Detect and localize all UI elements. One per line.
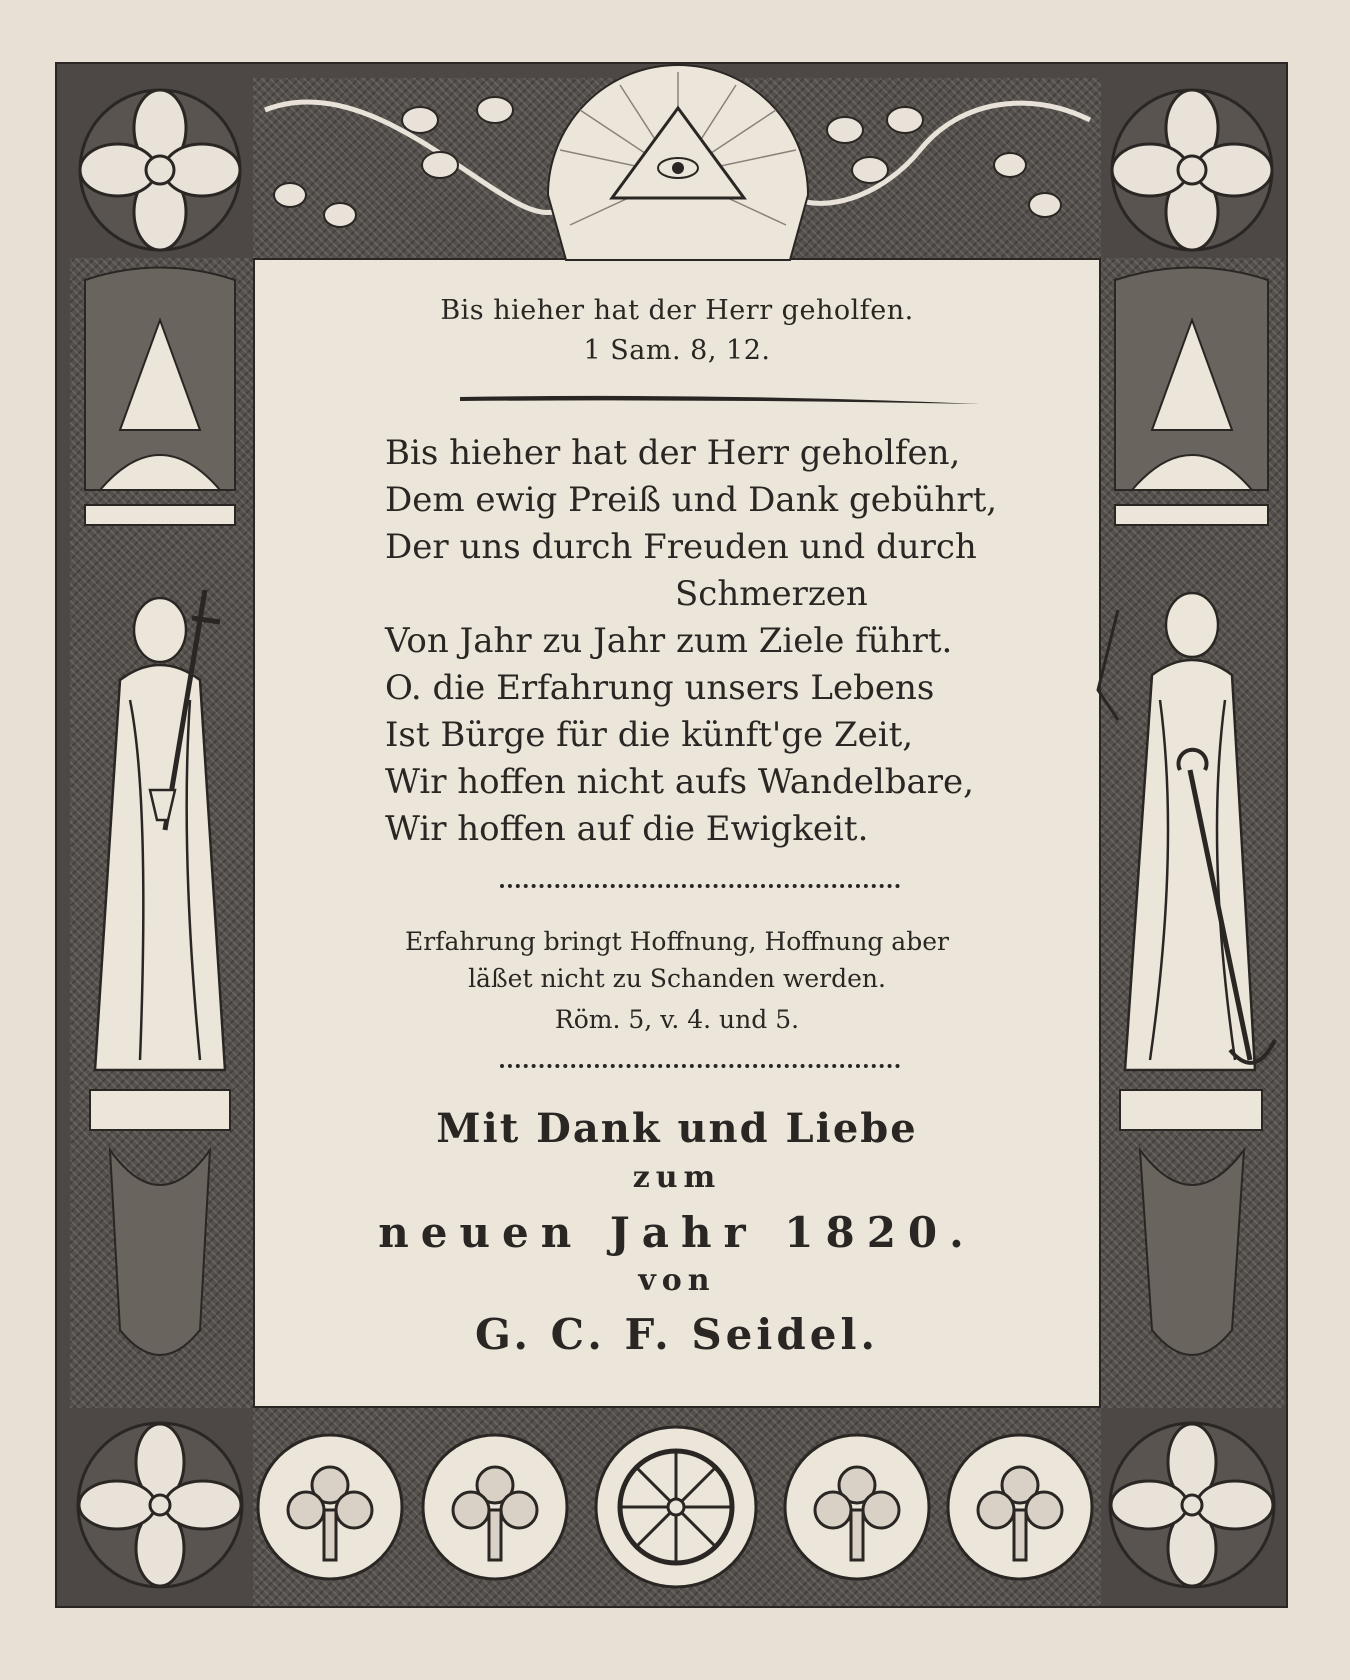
dotted-rule-divider <box>500 884 900 888</box>
poem-line: Wir hoffen nicht aufs Wandelbare, <box>385 762 974 802</box>
dedication-line: zum <box>632 1160 722 1195</box>
poem-line: Von Jahr zu Jahr zum Ziele führt. <box>385 621 953 661</box>
poem-line: Der uns durch Freuden und durch <box>385 527 977 567</box>
dedication-line: neuen Jahr 1820. <box>378 1208 976 1257</box>
dedication-line: von <box>638 1263 716 1298</box>
epigraph-reference: 1 Sam. 8, 12. <box>583 335 771 366</box>
poem-stanza <box>385 430 1035 853</box>
quote-reference: Röm. 5, v. 4. und 5. <box>554 1005 800 1034</box>
bottom-border-panel <box>253 1408 1101 1606</box>
poem-line: Wir hoffen auf die Ewigkeit. <box>385 809 869 849</box>
left-border-panel <box>70 258 253 1408</box>
poem-line: Dem ewig Preiß und Dank gebührt, <box>385 480 998 520</box>
quote-line: Erfahrung bringt Hoffnung, Hoffnung aber <box>405 927 949 956</box>
dedication-line: Mit Dank und Liebe <box>436 1105 918 1152</box>
tapered-rule-divider <box>460 392 980 406</box>
poem-line: O. die Erfahrung unsers Lebens <box>385 668 935 708</box>
epigraph-verse: Bis hieher hat der Herr geholfen. <box>440 295 914 326</box>
author-name: G. C. F. Seidel. <box>474 1310 880 1359</box>
right-border-panel <box>1101 258 1284 1408</box>
quote-line: läßet nicht zu Schanden werden. <box>468 964 886 993</box>
top-border-panel <box>253 78 1101 258</box>
poem-line: Bis hieher hat der Herr geholfen, <box>385 433 961 473</box>
poem-line: Schmerzen <box>675 574 868 614</box>
dotted-rule-divider <box>500 1064 900 1068</box>
poem-line: Ist Bürge für die künft'ge Zeit, <box>385 715 914 755</box>
